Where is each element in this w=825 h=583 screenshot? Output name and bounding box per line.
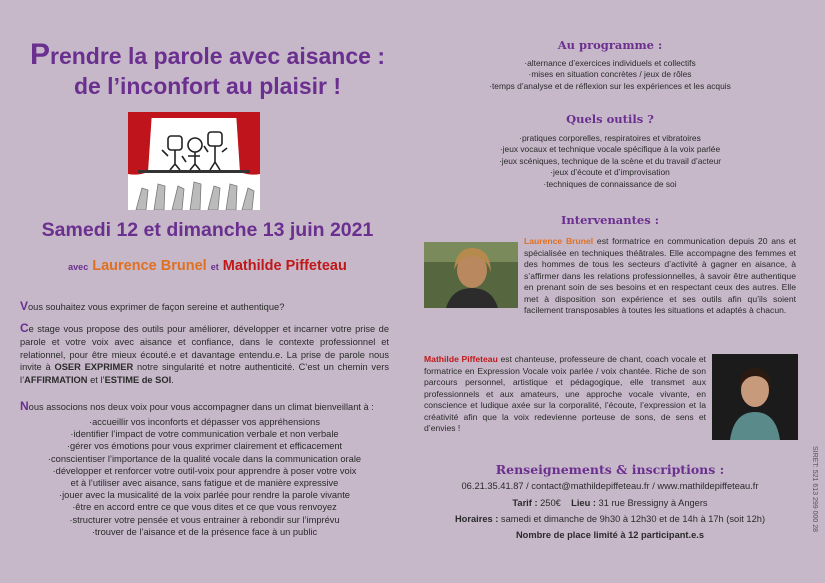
siret-number: SIRET: 521 613 299 000 28: [811, 446, 818, 533]
mathilde-bio: Mathilde Piffeteau est chanteuse, professeure de chant, coach vocale et formatrice en Expression Vocale voix parlée / voix chantée. Riche de son parcours personnel, artistique et pédagogique, elle transmet aux professionnels et aux amateurs, une approche vocale vivante, en conscience et ludique axée sur la corporalité, l’écoute, l’expression et la créativité afin que la voix redevienne porteuse de sons, de sens et d’envies !: [424, 354, 706, 433]
name-mathilde: Mathilde Piffeteau: [222, 258, 347, 274]
portrait-icon: [712, 354, 798, 440]
list-item: ·être en accord entre ce que vous dites et ce que vous renvoyez: [72, 502, 337, 513]
list-item: ·jeux vocaux et technique vocale spécifique à la voix parlée: [499, 144, 721, 155]
event-date: Samedi 12 et dimanche 13 juin 2021: [41, 219, 374, 241]
list-item: ·trouver de l’aisance et de la présence face à un public: [91, 526, 318, 537]
list-item: ·développer et renforcer votre outil-voix pour apprendre à poser votre voix: [52, 465, 357, 476]
list-item: ·jeux d’écoute et d’improvisation: [550, 167, 670, 178]
stage-paragraph: Ce stage vous propose des outils pour améliorer, développer et incarner votre prise de parole et votre voix avec aisance et confiance, dans le contexte professionnel et relationnel, pour être mieux écouté.e et davantage entendu.e. La prise de parole nous invite à OSER EXPRIMER notre singularité et notre authenticité. C’est un chemin vers l’AFFIRMATION et l’ESTIME de SOI.: [20, 321, 389, 386]
list-item: ·accueillir vos inconforts et dépasser vos appréhensions: [89, 417, 320, 427]
stage-illustration: [128, 112, 260, 210]
with-names: avec Laurence Brunel et Mathilde Piffeteau: [68, 258, 347, 274]
stage-icon: [128, 112, 260, 210]
outils-heading: Quels outils ?: [566, 112, 654, 126]
intervenantes-heading: Intervenantes :: [561, 213, 659, 227]
contact-heading: Renseignements & inscriptions :: [495, 462, 725, 477]
list-item: ·techniques de connaissance de soi: [543, 178, 677, 189]
list-item: ·conscientiser l’importance de la qualité vocale dans la communication orale: [47, 453, 362, 464]
outils-list: [420, 133, 800, 190]
places: Nombre de place limité à 12 participant.e.s: [515, 530, 705, 540]
list-item: ·temps d’analyse et de réflexion sur les expériences et les acquis: [489, 80, 731, 91]
mathilde-photo: [712, 354, 798, 440]
list-item: ·mises en situation concrètes / jeux de rôles: [528, 69, 692, 80]
objectives-list: [20, 416, 389, 538]
right-column: [420, 0, 800, 583]
list-item: ·jouer avec la musicalité de la voix parlée pour rendre la parole vivante: [59, 490, 350, 501]
assoc-paragraph: Nous associons nos deux voix pour vous accompagner dans un climat bienveillant à :: [20, 399, 374, 413]
programme-list: [420, 58, 800, 92]
horaires: Horaires : samedi et dimanche de 9h30 à 12h30 et de 14h à 17h (soit 12h): [454, 514, 766, 524]
list-item: ·alternance d’exercices individuels et collectifs: [524, 58, 696, 68]
tarif-lieu: Tarif : 250€ Lieu : 31 rue Bressigny à Angers: [512, 498, 708, 508]
name-laurence: Laurence Brunel: [92, 258, 207, 274]
list-item: ·identifier l’impact de votre communication verbale et non verbale: [70, 429, 339, 440]
list-item: et à l’utiliser avec aisance, sans fatigue et de manière expressive: [70, 478, 339, 489]
list-item: ·structurer votre pensée et vous entrainer à rebondir sur l’imprévu: [69, 514, 340, 525]
list-item: ·gérer vos émotions pour vous exprimer clairement et efficacement: [66, 441, 343, 452]
page-title: Prendre la parole avec aisance : de l’inconfort au plaisir !: [30, 38, 385, 99]
intro-paragraph: Vous souhaitez vous exprimer de façon sereine et authentique?: [20, 299, 285, 313]
left-column: [0, 0, 410, 583]
laurence-bio: Laurence Brunel est formatrice en communication depuis 20 ans et spécialisée en techniques théâtrales. Elle accompagne des femmes et des hommes de tous les secteurs d’activité à gagner en aisance, à s’affirmer dans les relations professionnelles, à savoir être authentique en prenant soin de ses besoins et en respectant ceux des autres. Elle met à disposition son expérience et ses outils afin qu’ils soient facilement transposables à toutes les situations et adaptés à chacun.: [524, 236, 796, 315]
contact-line: 06.21.35.41.87 / contact@mathildepiffeteau.fr / www.mathildepiffeteau.fr: [461, 481, 759, 491]
programme-heading: Au programme :: [557, 38, 663, 52]
list-item: ·jeux scéniques, technique de la scène et du travail d’acteur: [498, 155, 722, 166]
list-item: ·pratiques corporelles, respiratoires et vibratoires: [519, 133, 701, 143]
